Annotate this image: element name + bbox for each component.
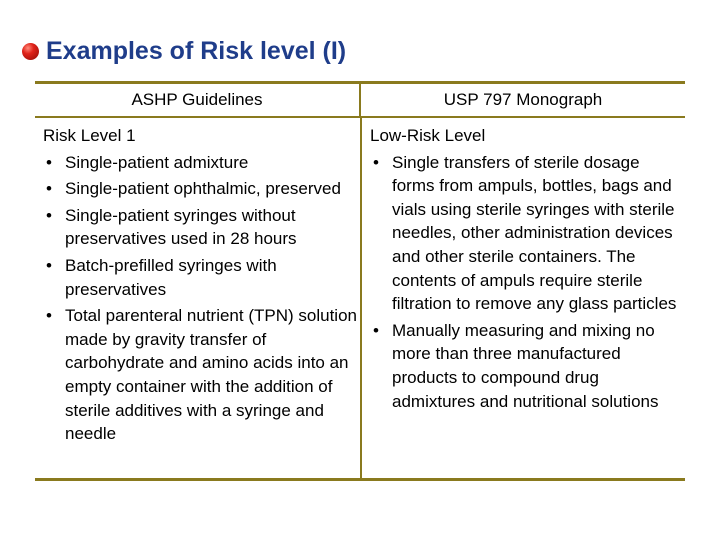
slide-title-row — [22, 34, 346, 68]
ashp-risk-heading: Risk Level 1 — [43, 126, 136, 145]
ashp-list-item: • Single-patient admixture — [43, 148, 360, 175]
table-body-row — [35, 118, 685, 478]
ashp-list — [43, 148, 360, 446]
ashp-list-item: • Single-patient syringes without preservatives used in 28 hours — [43, 201, 360, 251]
ashp-column — [35, 118, 360, 478]
ashp-list-item: • Single-patient ophthalmic, preserved — [43, 174, 360, 201]
usp-list-item: • Manually measuring and mixing no more than three manufactured products to compound drug admixtures and nutritional solutions — [370, 316, 685, 413]
table-bottom-rule — [35, 478, 685, 481]
usp-column — [360, 118, 685, 478]
usp-risk-heading: Low-Risk Level — [370, 126, 486, 145]
ashp-list-item: • Batch-prefilled syringes with preservatives — [43, 251, 360, 301]
slide-title: Examples of Risk level (I) — [46, 36, 347, 65]
comparison-table — [35, 81, 685, 481]
header-ashp-guidelines: ASHP Guidelines — [131, 90, 263, 109]
table-header-row — [35, 84, 685, 116]
usp-list — [370, 148, 685, 414]
ashp-list-item: • Total parenteral nutrient (TPN) solution made by gravity transfer of carbohydrate and amino acids into an empty container with the addition of sterile additives with a syringe and needle — [43, 301, 360, 446]
header-usp-797-monograph: USP 797 Monograph — [359, 84, 685, 116]
red-ball-bullet-icon — [22, 43, 39, 60]
usp-list-item: • Single transfers of sterile dosage forms from ampuls, bottles, bags and vials using sterile syringes with sterile needles, other administration devices and other sterile containers. The contents of ampuls require sterile filtration to remove any glass particles — [370, 148, 685, 316]
